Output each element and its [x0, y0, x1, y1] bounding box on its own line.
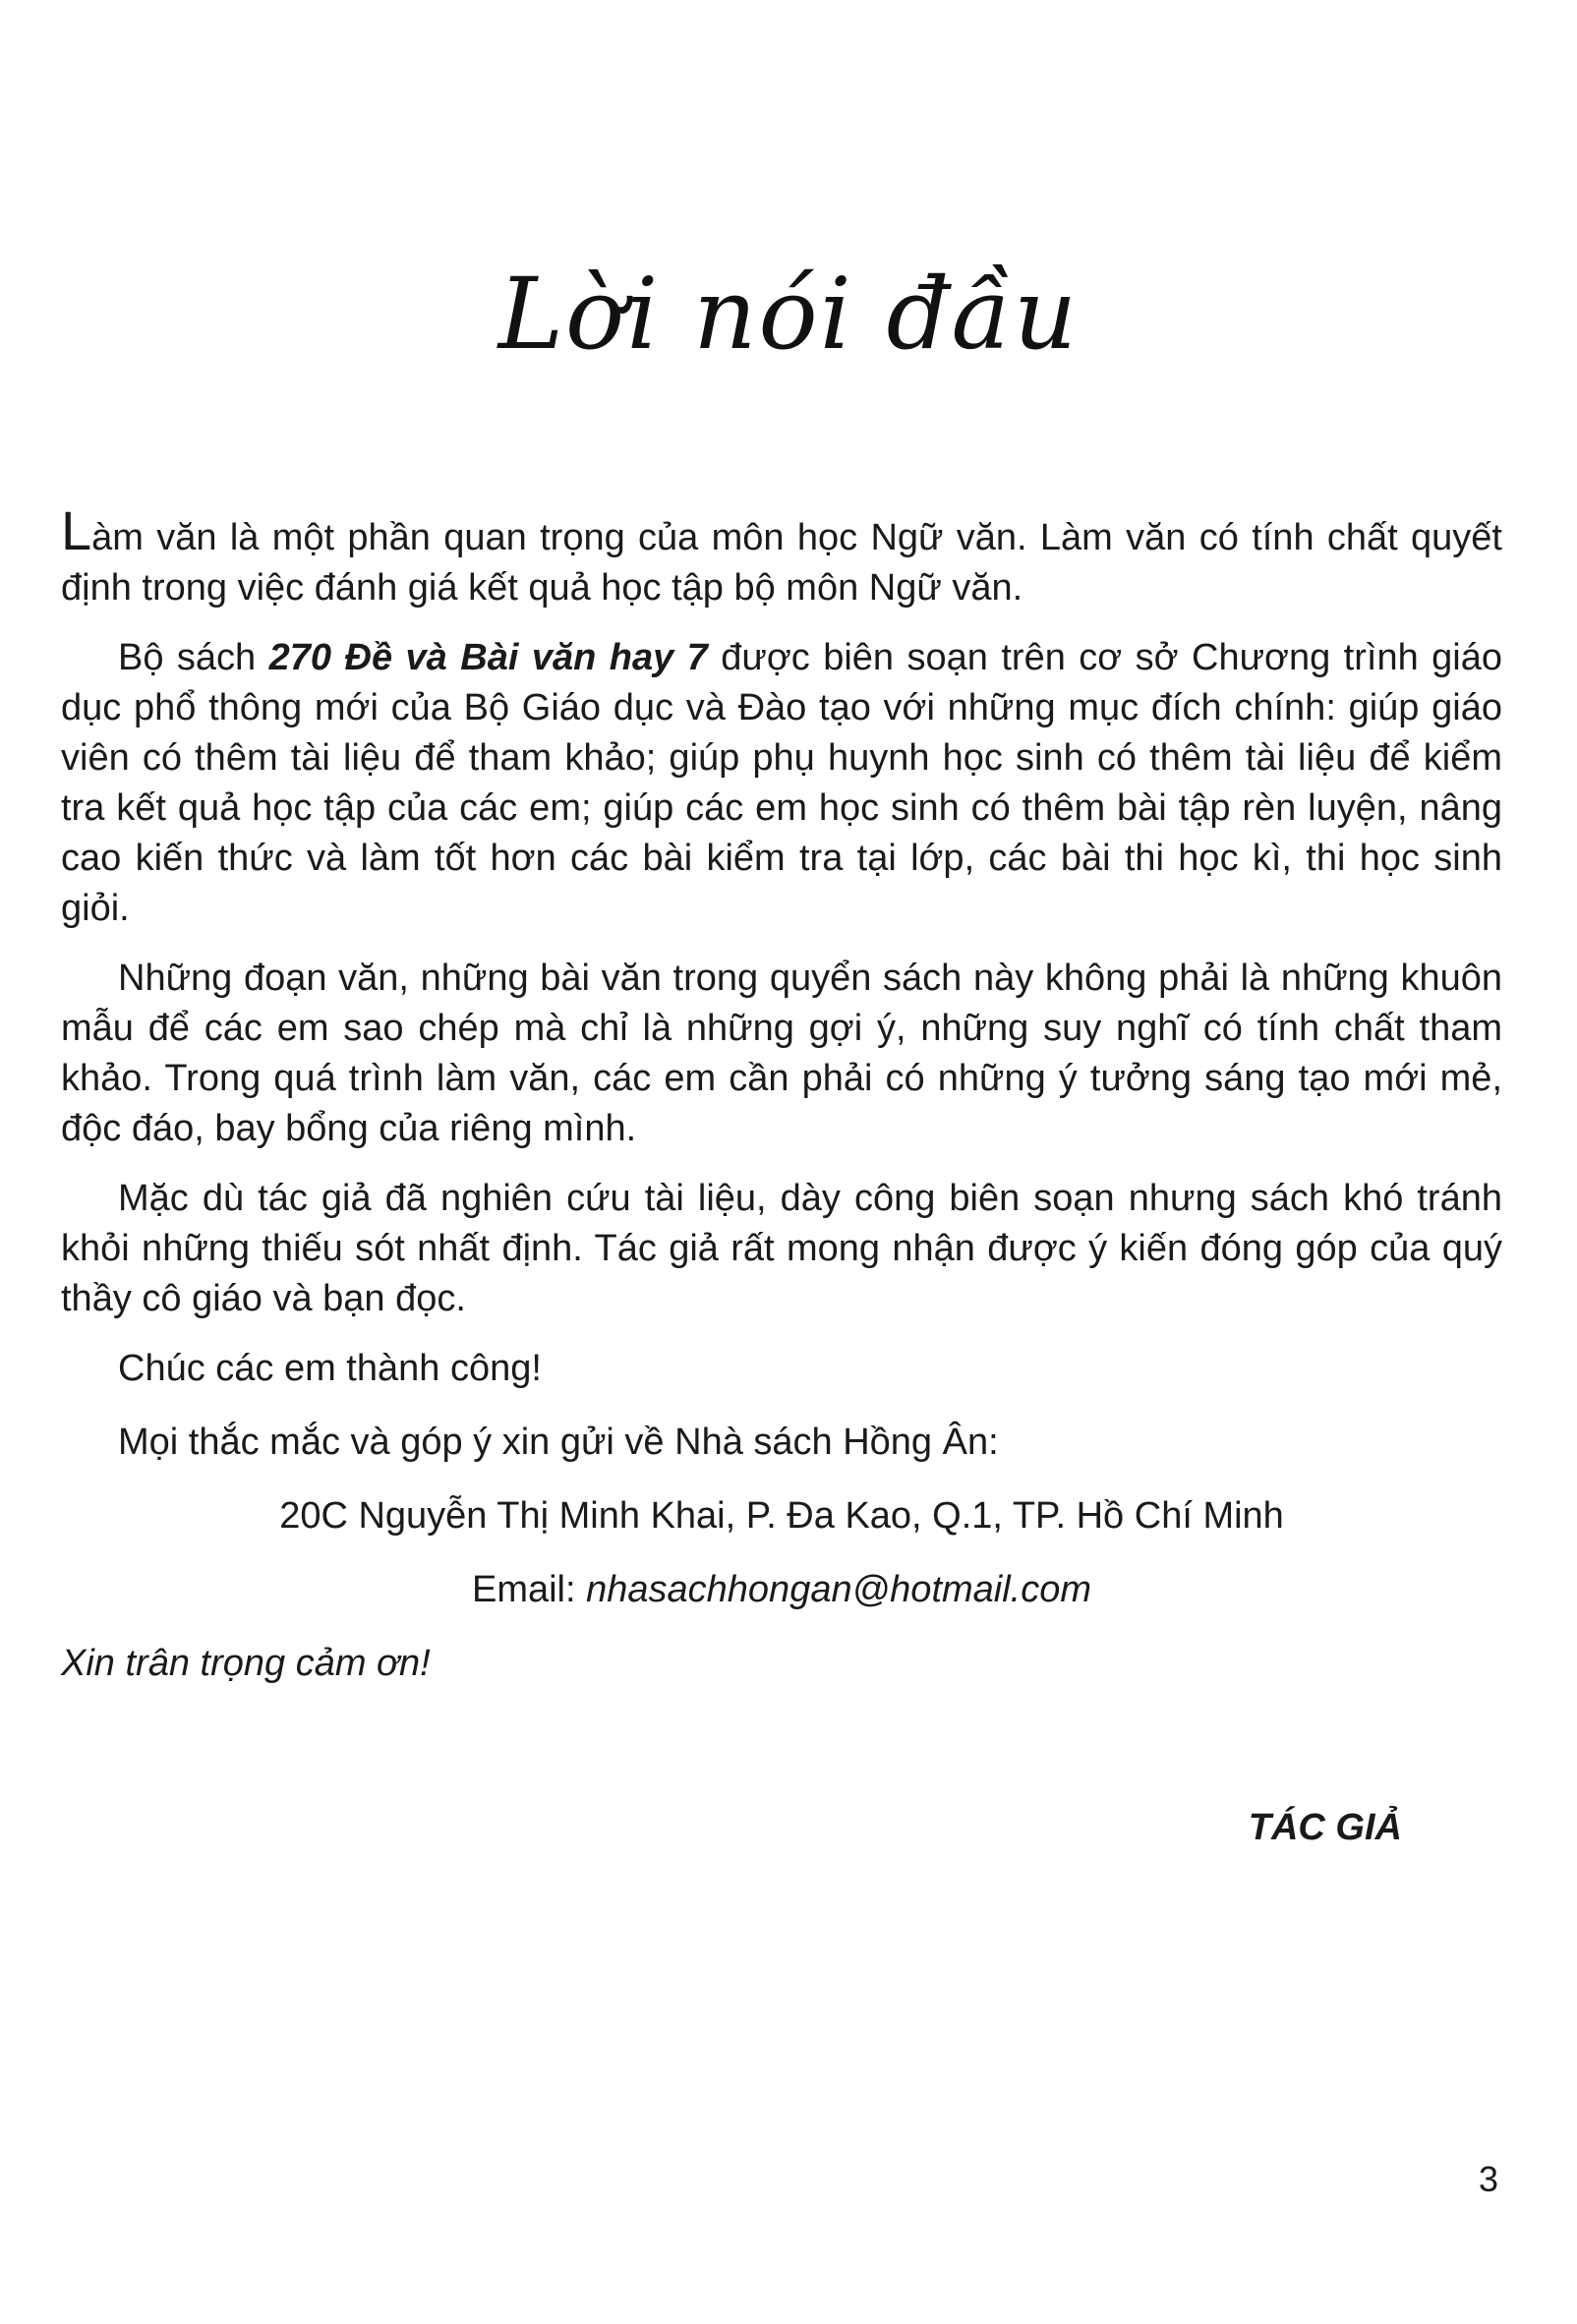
thanks-line: Xin trân trọng cảm ơn! — [61, 1643, 431, 1684]
paragraph-3: Những đoạn văn, những bài văn trong quyển sách này không phải là những khuôn mẫu để các em sao chép mà chỉ là những gợi ý, những suy nghĩ có tính chất tham khảo. Trong quá trình làm văn, các em cần phải có những ý tưởng sáng tạo mới mẻ, độc đáo, bay bổng của riêng mình. — [61, 958, 1502, 1149]
paragraph-2-suffix: được biên soạn trên cơ sở Chương trình giáo dục phổ thông mới của Bộ Giáo dục và Đào tạo với những mục đích chính: giúp giáo viên có thêm tài liệu để tham khảo; giúp phụ huynh học sinh có thêm tài liệu để kiểm tra kết quả học tập của các em; giúp các em học sinh có thêm bài tập rèn luyện, nâng cao kiến thức và làm tốt hơn các bài kiểm tra tại lớp, các bài thi học kì, thi học sinh giỏi. — [61, 637, 1502, 929]
paragraph-2 — [61, 633, 1502, 934]
address-line: 20C Nguyễn Thị Minh Khai, P. Đa Kao, Q.1, TP. Hồ Chí Minh — [279, 1495, 1284, 1537]
wish-line: Chúc các em thành công! — [118, 1348, 542, 1389]
paragraph-2-prefix: Bộ sách — [118, 637, 269, 678]
paragraph-1-text: àm văn là một phần quan trọng của môn học Ngữ văn. Làm văn có tính chất quyết định trong việc đánh giá kết quả học tập bộ môn Ngữ văn. — [61, 517, 1502, 609]
preface-body — [61, 499, 1502, 1713]
contact-intro: Mọi thắc mắc và góp ý xin gửi về Nhà sách Hồng Ân: — [118, 1422, 999, 1463]
paragraph-4: Mặc dù tác giả đã nghiên cứu tài liệu, dày công biên soạn nhưng sách khó tránh khỏi những thiếu sót nhất định. Tác giả rất mong nhận được ý kiến đóng góp của quý thầy cô giáo và bạn đọc. — [61, 1178, 1502, 1319]
drop-cap: L — [61, 499, 92, 561]
book-title: 270 Đề và Bài văn hay 7 — [268, 637, 708, 678]
author-signature: TÁC GIẢ — [1248, 1807, 1402, 1848]
page-title: Lời nói đầu — [497, 257, 1080, 372]
paragraph-1 — [61, 499, 1502, 613]
email-address: nhasachhongan@hotmail.com — [586, 1569, 1092, 1610]
email-label: Email: — [471, 1569, 587, 1610]
email-line — [61, 1565, 1502, 1615]
page-number: 3 — [1478, 2159, 1498, 2199]
